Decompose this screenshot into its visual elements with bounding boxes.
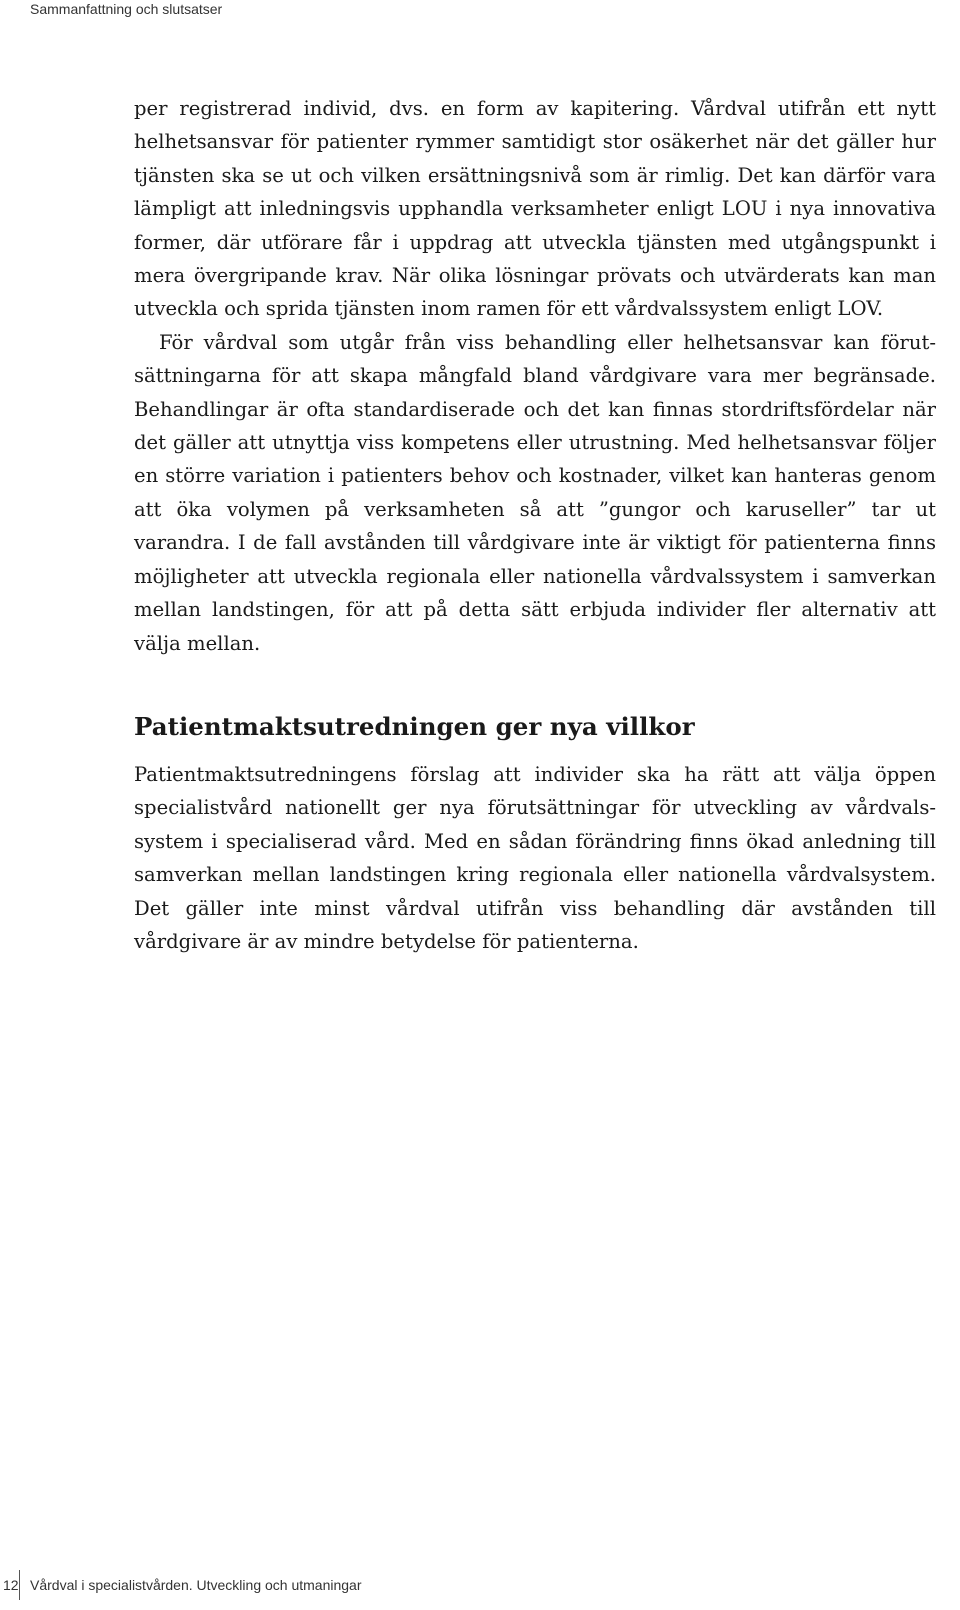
page-number: 12: [3, 1577, 19, 1593]
section-paragraph: Patientmaktsutredningens förslag att individer ska ha rätt att välja öppen specialistvård nationellt ger nya förutsättningar för utveckling av vårdvalssystem i specialiserad vård. Med en sådan förändring finns ökad anledning till samverkan mellan landstingen kring regionala eller nationella vårdvalsystem. Det gäller inte minst vårdval utifrån viss behandling där avstånden till vårdgivare är av mindre betydelse för patienterna.: [134, 762, 936, 953]
section-heading: Patientmaktsutredningen ger nya villkor: [134, 711, 695, 741]
document-body: [134, 92, 936, 958]
publication-title: Vårdval i specialistvården. Utveckling och utmaningar: [30, 1577, 362, 1593]
body-paragraph-2: För vårdval som utgår från viss behandling eller helhetsansvar kan förutsättningarna för att skapa mångfald bland vårdgivare vara mer begränsade. Behandlingar är ofta standardiserade och det kan finnas stordriftsfördelar när det gäller att utnyttja viss kompetens eller utrustning. Med helhetsansvar följer en större variation i patienters behov och kostnader, vilket kan hanteras genom att öka volymen på verksamheten så att ”gungor och karuseller” tar ut varandra. I de fall avstånden till vårdgivare inte är viktigt för patienterna finns möjligheter att utveckla regionala eller nationella vårdvalssystem i samverkan mellan landstingen, för att på detta sätt erbjuda individer fler alternativ att välja mellan.: [134, 330, 936, 655]
footer-divider: [19, 1570, 20, 1600]
running-header: Sammanfattning och slutsatser: [30, 1, 223, 17]
body-paragraph-1: per registrerad individ, dvs. en form av kapitering. Vårdval utifrån ett nytt helhetsansvar för patienter rymmer samtidigt stor osäkerhet när det gäller hur tjänsten ska se ut och vilken ersättningsnivå som är rimlig. Det kan därför vara lämpligt att inledningsvis upphandla verksamheter enligt LOU i nya innovativa former, där utförare får i uppdrag att utveckla tjänsten med utgångspunkt i mera övergripande krav. När olika lösningar prövats och utvärderats kan man utveckla och sprida tjänsten inom ramen för ett vårdvalssystem enligt LOV.: [134, 97, 936, 321]
